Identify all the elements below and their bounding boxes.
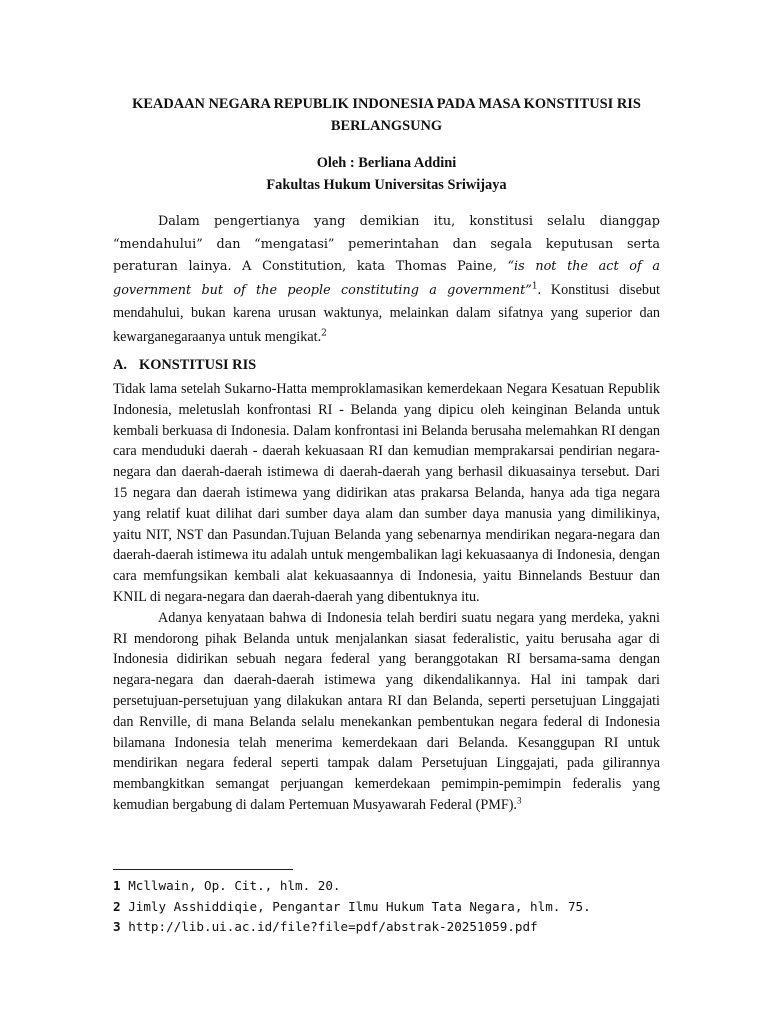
intro-text-1: Dalam pengertianya yang demikian itu, konstitusi selalu dianggap “mendahului” dan “mengatasi” pemerintahan dan segala keputusan serta peraturan lainya. A Constitution, kata Thomas Paine,	[113, 214, 660, 275]
footnotes	[113, 876, 591, 938]
body-paragraph-1: Tidak lama setelah Sukarno-Hatta memproklamasikan kemerdekaan Negara Kesatuan Republik Indonesia, meletuslah konfrontasi RI - Belanda yang dipicu oleh keinginan Belanda untuk kembali berkuasa di Indonesia. Dalam konfrontasi ini Belanda berusaha melemahkan RI dengan cara menduduki daerah - daerah kekuasaan RI dan kemudian memprakarsai pendirian negara-negara dan daerah-daerah istimewa di daerah-daerah yang berhasil dikuasainya tersebut. Dari 15 negara dan daerah istimewa yang didirikan atas prakarsa Belanda, hanya ada tiga negara yang relatif kuat dilihat dari sumber daya alam dan sumber daya manusia yang dimilikinya, yaitu NIT, NST dan Pasundan.Tujuan Belanda yang sebenarnya mendirikan negara-negara dan daerah-daerah istimewa itu adalah untuk mengembalikan lagi kekuasaanya di Indonesia, dengan cara memfungsikan kembali alat kekuasaannya di Indonesia, yaitu Binnelands Bestuur dan KNIL di negara-negara dan daerah-daerah yang dibentuknya itu.	[113, 381, 660, 605]
intro-text-2: . Konstitusi disebut mendahului, bukan karena urusan waktunya, melainkan dalam sifatnya yang superior dan kewarganegaraanya untuk mengikat.	[113, 281, 661, 345]
footnote-ref-1[interactable]: 1	[531, 281, 538, 292]
author-byline: Oleh : Berliana Addini	[316, 155, 457, 171]
section-number: A.	[113, 357, 127, 373]
footnote-number: 1	[113, 878, 121, 893]
paper-title: KEADAAN NEGARA REPUBLIK INDONESIA PADA MASA KONSTITUSI RIS BERLANGSUNG	[132, 96, 641, 134]
section-heading	[113, 357, 256, 374]
intro-quote: “is not the act of a government but of the people constituting a government”	[113, 259, 660, 298]
body-paragraph-2-text: Adanya kenyataan bahwa di Indonesia telah berdiri suatu negara yang merdeka, yakni RI mendorong pihak Belanda untuk menjalankan siasat federalistic, yaitu berusaha agar di Indonesia didirikan sebuah negara federal yang beranggotakan RI bersama-sama dengan negara-negara dan daerah-daerah istimewa yang dikendalikannya. Hal ini tampak dari persetujuan-persetujuan yang dilakukan antara RI dan Belanda, seperti persetujuan Linggajati dan Renville, di mana Belanda selalu menekankan pembentukan negara federal di Indonesia bilamana Indonesia telah menerima kemerdekaan dari Belanda. Kesanggupan RI untuk mendirikan negara federal seperti tampak dalam Persetujuan Linggajati, pada gilirannya membangkitkan semangat perjuangan kemerdekaan pemimpin-pemimpin federalis yang kemudian bergabung di dalam Pertemuan Musyawarah Federal (PMF).	[113, 609, 660, 813]
footnote-item	[113, 876, 591, 897]
footnote-item	[113, 897, 591, 918]
footnote-text: Mcllwain, Op. Cit., hlm. 20.	[128, 878, 341, 893]
footnote-text: Jimly Asshiddiqie, Pengantar Ilmu Hukum Tata Negara, hlm. 75.	[128, 898, 591, 914]
body-paragraph-2	[113, 608, 660, 816]
footnote-divider	[113, 869, 293, 870]
footnote-item	[113, 917, 591, 938]
footnote-ref-2[interactable]: 2	[321, 328, 327, 339]
footnote-link[interactable]: http://lib.ui.ac.id/file?file=pdf/abstrak-20251059.pdf	[128, 919, 538, 934]
section-body	[113, 379, 660, 816]
footnote-number: 2	[113, 898, 121, 914]
author-affiliation: Fakultas Hukum Universitas Sriwijaya	[266, 177, 507, 193]
intro-paragraph	[113, 211, 660, 350]
author-block	[113, 152, 660, 196]
section-title: KONSTITUSI RIS	[139, 357, 257, 373]
footnote-ref-3[interactable]: 3	[516, 795, 522, 806]
footnote-number: 3	[113, 919, 121, 934]
